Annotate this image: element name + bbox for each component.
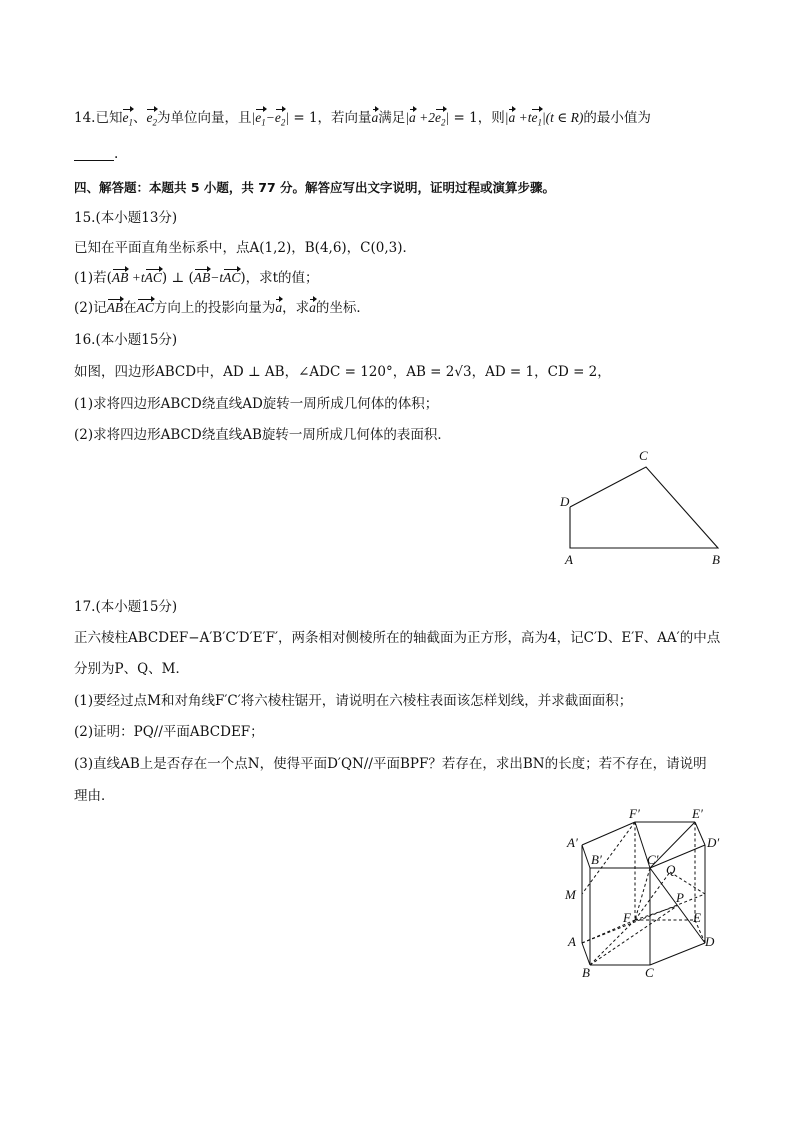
- q16-line1: 如图，四边形ABCD中，AD ⊥ AB，∠ADC = 120°，AB = 2√3，AD = 1，CD = 2，: [74, 364, 611, 380]
- q14-text: 为单位向量，且: [156, 110, 252, 126]
- q14-period: .: [114, 146, 119, 162]
- label-C: C: [639, 448, 648, 463]
- q17-title: 17.(本小题15分): [74, 599, 178, 615]
- q17-part2: (2)证明：PQ//平面ABCDEF；: [74, 724, 264, 740]
- label-C1: C′: [647, 852, 659, 867]
- q14-domain: (t ∈ R): [545, 110, 584, 125]
- q17-part3-cont: 理由．: [74, 788, 115, 804]
- label-Q: Q: [666, 862, 676, 877]
- vector-a: a: [372, 108, 379, 128]
- q14-eq1: = 1: [293, 110, 318, 126]
- vector-e1: $e_1$: [122, 108, 133, 133]
- label-F: F: [623, 910, 631, 925]
- q14-text: ，若向量: [317, 110, 372, 126]
- q16-title: 16.(本小题15分): [74, 332, 178, 348]
- answer-blank[interactable]: [74, 160, 114, 161]
- label-M: M: [565, 887, 576, 902]
- q17-part1: (1)要经过点M和对角线F′C′将六棱柱锯开，请说明在六棱柱表面该怎样划线，并求截面面积；: [74, 693, 633, 709]
- label-A: A: [565, 552, 573, 567]
- q15-title: 15.(本小题13分): [74, 210, 178, 226]
- q15-part2: (2)记AB在AC方向上的投影向量为a，求a的坐标．: [74, 300, 370, 316]
- hexagonal-prism-figure: [555, 800, 735, 990]
- quadrilateral-figure: [550, 440, 740, 570]
- q15-line1: 已知在平面直角坐标系中，点A(1,2)，B(4,6)，C(0,3)．: [74, 240, 417, 256]
- vector-AB: AB: [112, 268, 129, 288]
- q14-line: [74, 108, 651, 133]
- label-E1: E′: [692, 806, 703, 821]
- section-heading: 四、解答题：本题共 5 小题，共 77 分。解答应写出文字说明，证明过程或演算步骤。: [74, 180, 556, 195]
- label-E: E: [693, 910, 701, 925]
- q14-answer-line: [74, 144, 118, 164]
- vector-AC: AC: [145, 268, 162, 288]
- vector-e2: $e_2$: [146, 108, 157, 133]
- label-D1: D′: [707, 835, 720, 850]
- label-A1: A′: [567, 835, 578, 850]
- label-A: A: [568, 934, 576, 949]
- label-D: D: [560, 494, 570, 509]
- label-B1: B′: [591, 852, 602, 867]
- label-B: B: [582, 965, 590, 980]
- q14-text: ，则: [477, 110, 505, 126]
- q14-number: 14.: [74, 110, 96, 126]
- label-C: C: [645, 965, 654, 980]
- q15-part1: (1)若(AB +tAC) ⊥ (AB−tAC)，求t的值；: [74, 270, 319, 286]
- q17-line2: 分别为P、Q、M．: [74, 661, 189, 677]
- q17-line1: 正六棱柱ABCDEF−A′B′C′D′E′F′，两条相对侧棱所在的轴截面为正方形，高为4，记C′D、E′F、AA′的中点: [74, 630, 721, 646]
- norm-a-plus-2e2: $|a +2e_2|$: [405, 110, 449, 125]
- norm-a-plus-te1: $|a +te_1|$: [505, 110, 546, 125]
- q14-eq2: = 1: [453, 110, 478, 126]
- label-F1: F′: [629, 806, 640, 821]
- q16-part2: (2)求将四边形ABCD绕直线AB旋转一周所成几何体的表面积．: [74, 427, 451, 443]
- label-D: D: [705, 934, 715, 949]
- q14-text: 的最小值为: [583, 110, 651, 126]
- q14-text: 满足: [378, 110, 406, 126]
- q14-text: 已知: [95, 110, 123, 126]
- label-B: B: [712, 552, 720, 567]
- q17-part3: (3)直线AB上是否存在一个点N，使得平面D′QN//平面BPF？若存在，求出BN的长度；若不存在，请说明: [74, 756, 707, 772]
- norm-e1-minus-e2: $|e_1-e_2|$: [251, 110, 289, 125]
- label-P: P: [676, 890, 684, 905]
- q14-sep: 、: [132, 110, 147, 126]
- q16-part1: (1)求将四边形ABCD绕直线AD旋转一周所成几何体的体积；: [74, 396, 439, 412]
